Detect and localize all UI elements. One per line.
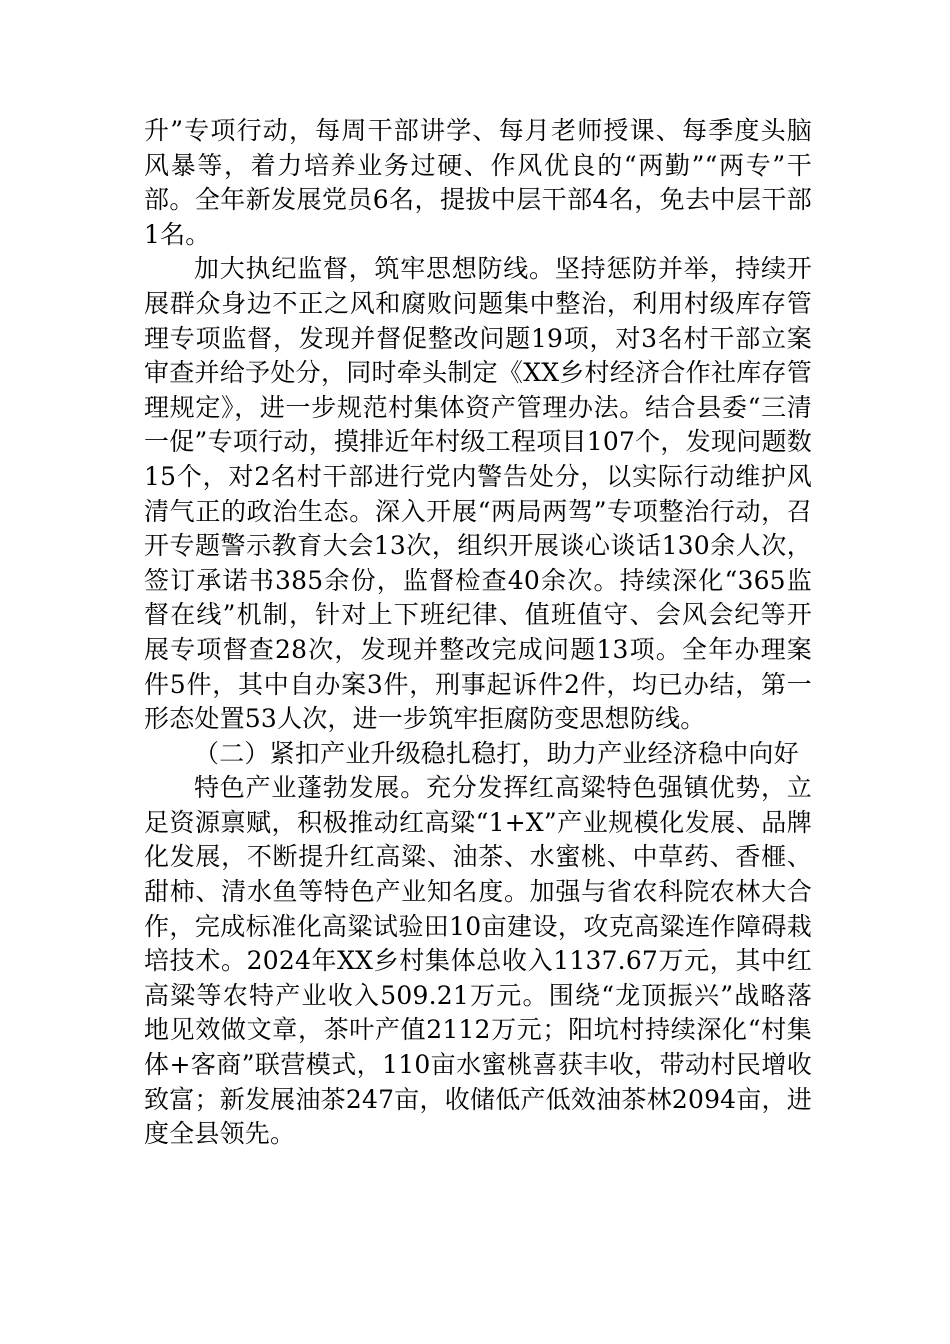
paragraph-characteristic-industry: 特色产业蓬勃发展。充分发挥红高粱特色强镇优势，立足资源禀赋，积极推动红高粱“1+X”产业规模化发展、品牌化发展，不断提升红高粱、油茶、水蜜桃、中草药、香榧、甜柿、清水鱼等特色产业知名度。加强与省农科院农林大合作，完成标准化高粱试验田10亩建设，攻克高粱连作障碍栽培技术。2024年XX乡村集体总收入1137.67万元，其中红高粱等农特产业收入509.21万元。围绕“龙顶振兴”战略落地见效做文章，茶叶产值2112万元；阳坑村持续深化“村集体+客商”联营模式，110亩水蜜桃喜获丰收，带动村民增收致富；新发展油茶247亩，收储低产低效油茶林2094亩，进度全县领先。 [144, 773, 812, 1149]
paragraph-discipline-supervision: 加大执纪监督，筑牢思想防线。坚持惩防并举，持续开展群众身边不正之风和腐败问题集中整治，利用村级库存管理专项监督，发现并督促整改问题19项，对3名村干部立案审查并给予处分，同时牵头制定《XX乡村经济合作社库存管理规定》，进一步规范村集体资产管理办法。结合县委“三清一促”专项行动，摸排近年村级工程项目107个，发现问题数15个，对2名村干部进行党内警告处分，以实际行动维护风清气正的政治生态。深入开展“两局两驾”专项整治行动，召开专题警示教育大会13次，组织开展谈心谈话130余人次，签订承诺书385余份，监督检查40余次。持续深化“365监督在线”机制，针对上下班纪律、值班值守、会风会纪等开展专项督查28次，发现并整改完成问题13项。全年办理案件5件，其中自办案3件，刑事起诉件2件，均已办结，第一形态处置53人次，进一步筑牢拒腐防变思想防线。 [144, 254, 812, 734]
paragraph-cadre-training: 升”专项行动，每周干部讲学、每月老师授课、每季度头脑风暴等，着力培养业务过硬、作风优良的“两勤”“两专”干部。全年新发展党员6名，提拔中层干部4名，免去中层干部1名。 [144, 116, 812, 249]
section-heading-industry-upgrade: （二）紧扣产业升级稳扎稳打，助力产业经济稳中向好 [194, 738, 799, 768]
document-page [144, 114, 812, 1152]
